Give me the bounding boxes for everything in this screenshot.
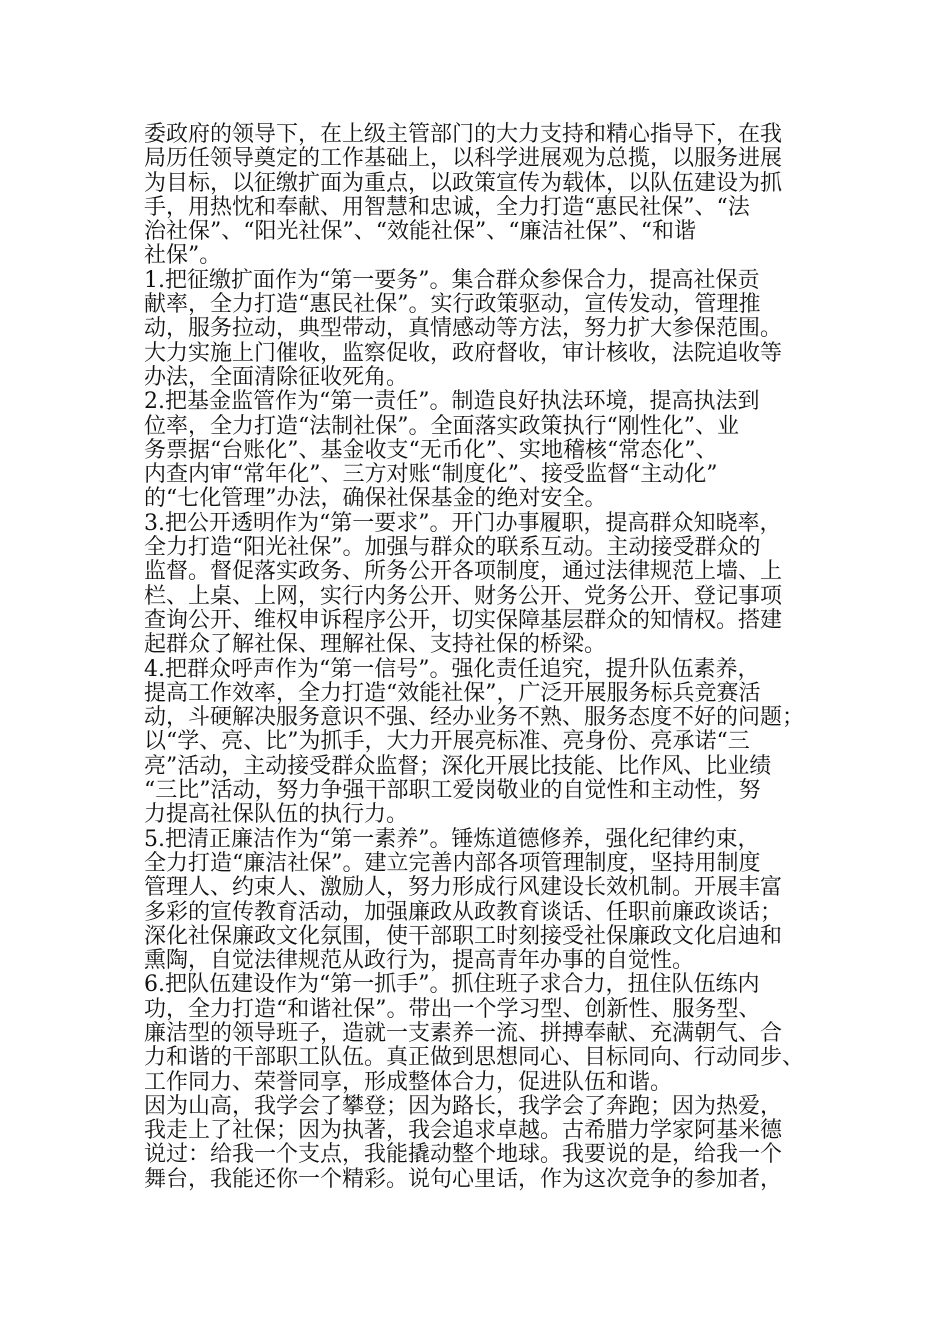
paragraph <box>144 512 816 658</box>
text-line: 功，全力打造“和谐社保”。带出一个学习型、创新性、服务型、 <box>144 996 761 1022</box>
text-line: 我走上了社保；因为执著，我会追求卓越。古希腊力学家阿基米德 <box>144 1118 783 1144</box>
text-line: 说过：给我一个支点，我能撬动整个地球。我要说的是，给我一个 <box>144 1142 783 1168</box>
text-line: 献率，全力打造“惠民社保”。实行政策驱动，宣传发动，管理推 <box>144 292 761 318</box>
text-line: 动，服务拉动，典型带动，真情感动等方法，努力扩大参保范围。 <box>144 316 783 342</box>
text-line: 的“七化管理”办法，确保社保基金的绝对安全。 <box>144 486 607 512</box>
text-line: 查询公开、维权申诉程序公开，切实保障基层群众的知情权。搭建 <box>144 607 783 633</box>
text-line: 1.把征缴扩面作为“第一要务”。集合群众参保合力，提高社保贡 <box>144 267 760 293</box>
text-line: 6.把队伍建设作为“第一抓手”。抓住班子求合力，扭住队伍练内 <box>144 972 760 998</box>
document-body <box>144 123 816 1192</box>
paragraph <box>144 123 816 269</box>
text-line: 5.把清正廉洁作为“第一素养”。锤炼道德修养，强化纪律约束， <box>144 826 760 852</box>
text-line: 因为山高，我学会了攀登；因为路长，我学会了奔跑；因为热爱， <box>144 1093 783 1119</box>
paragraph <box>144 828 816 974</box>
text-line: 以“学、亮、比”为抓手，大力开展亮标准、亮身份、亮承诺“三 <box>144 729 750 755</box>
text-line: “三比”活动，努力争强干部职工爱岗敬业的自觉性和主动性，努 <box>144 778 761 804</box>
text-line: 动，斗硬解决服务意识不强、经办业务不熟、服务态度不好的问题； <box>144 705 805 731</box>
text-line: 起群众了解社保、理解社保、支持社保的桥梁。 <box>144 632 607 658</box>
text-line: 廉洁型的领导班子，造就一支素养一流、拼搏奉献、充满朝气、合 <box>144 1020 783 1046</box>
paragraph <box>144 658 816 828</box>
paragraph <box>144 973 816 1094</box>
paragraph <box>144 390 816 511</box>
text-line: 内查内审“常年化”、三方对账“制度化”、接受监督“主动化” <box>144 462 718 488</box>
text-line: 多彩的宣传教育活动，加强廉政从政教育谈话、任职前廉政谈话； <box>144 899 783 925</box>
text-line: 委政府的领导下，在上级主管部门的大力支持和精心指导下，在我 <box>144 122 783 147</box>
paragraph <box>144 269 816 390</box>
text-line: 社保”。 <box>144 243 222 269</box>
text-line: 3.把公开透明作为“第一要求”。开门办事履职，提高群众知晓率， <box>144 510 782 536</box>
text-line: 局历任领导奠定的工作基础上，以科学进展观为总揽，以服务进展 <box>144 146 783 172</box>
text-line: 大力实施上门催收，监察促收，政府督收，审计核收，法院追收等 <box>144 340 783 366</box>
text-line: 力提高社保队伍的执行力。 <box>144 802 409 828</box>
text-line: 全力打造“廉洁社保”。建立完善内部各项管理制度，坚持用制度 <box>144 850 761 876</box>
text-line: 管理人、约束人、激励人，努力形成行风建设长效机制。开展丰富 <box>144 875 783 901</box>
text-line: 监督。督促落实政务、所务公开各项制度，通过法律规范上墙、上 <box>144 559 783 585</box>
text-line: 务票据“台账化”、基金收支“无币化”、实地稽核“常态化”、 <box>144 437 718 463</box>
text-line: 工作同力、荣誉同享，形成整体合力，促进队伍和谐。 <box>144 1069 673 1095</box>
text-line: 栏、上桌、上网，实行内务公开、财务公开、党务公开、登记事项 <box>144 583 783 609</box>
text-line: 深化社保廉政文化氛围，使干部职工时刻接受社保廉政文化启迪和 <box>144 923 783 949</box>
text-line: 全力打造“阳光社保”。加强与群众的联系互动。主动接受群众的 <box>144 535 761 561</box>
text-line: 办法，全面清除征收死角。 <box>144 364 409 390</box>
paragraph <box>144 1095 816 1192</box>
text-line: 提高工作效率，全力打造“效能社保”，广泛开展服务标兵竞赛活 <box>144 680 761 706</box>
text-line: 4.把群众呼声作为“第一信号”。强化责任追究，提升队伍素养， <box>144 656 760 682</box>
text-line: 治社保”、“阳光社保”、“效能社保”、“廉洁社保”、“和谐 <box>144 219 696 245</box>
text-line: 亮”活动，主动接受群众监督；深化开展比技能、比作风、比业绩 <box>144 753 772 779</box>
text-line: 为目标，以征缴扩面为重点，以政策宣传为载体，以队伍建设为抓 <box>144 170 783 196</box>
text-line: 力和谐的干部职工队伍。真正做到思想同心、目标同向、行动同步、 <box>144 1045 805 1071</box>
text-line: 手，用热忱和奉献、用智慧和忠诚，全力打造“惠民社保”、“法 <box>144 194 750 220</box>
text-line: 舞台，我能还你一个精彩。说句心里话，作为这次竞争的参加者， <box>144 1166 783 1192</box>
text-line: 2.把基金监管作为“第一责任”。制造良好执法环境，提高执法到 <box>144 389 760 415</box>
text-line: 熏陶，自觉法律规范从政行为，提高青年办事的自觉性。 <box>144 948 695 974</box>
text-line: 位率，全力打造“法制社保”。全面落实政策执行“刚性化”、业 <box>144 413 739 439</box>
